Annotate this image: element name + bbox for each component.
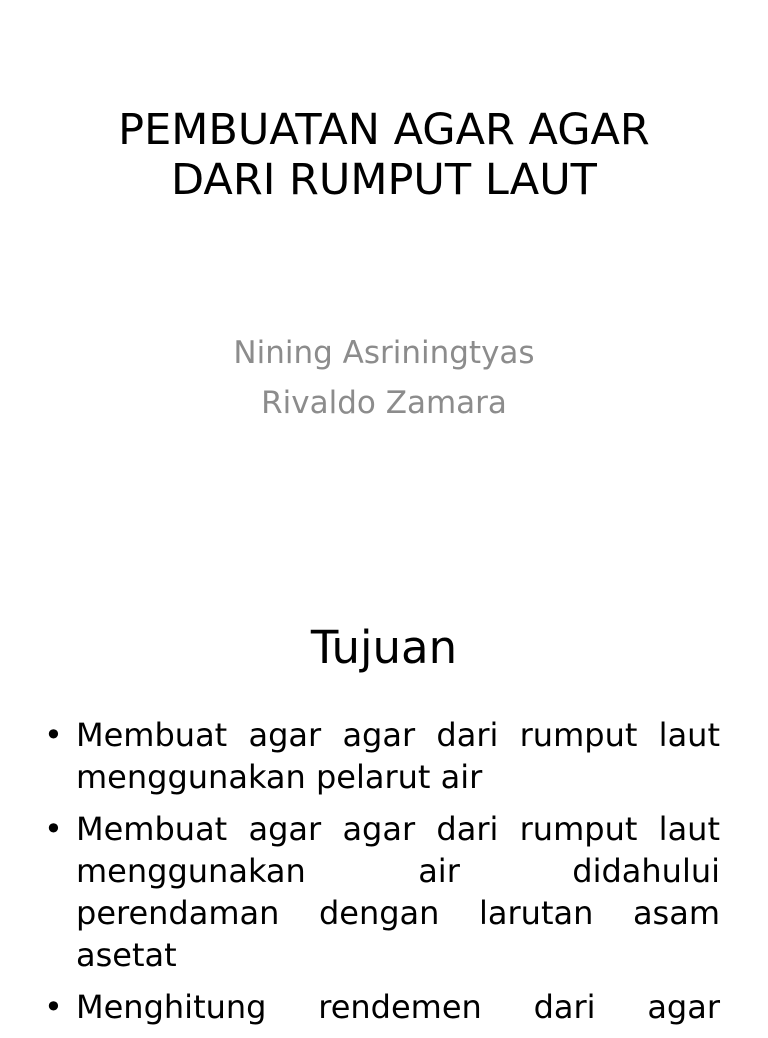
slide-title-line-1: PEMBUATAN AGAR AGAR (118, 104, 650, 155)
objective-item-1: • Membuat agar agar dari rumput laut menggunakan pelarut air (40, 714, 720, 798)
author-name-2: Rivaldo Zamara (261, 385, 507, 421)
objectives-list (40, 714, 720, 1038)
objectives-slide (0, 576, 768, 1024)
slide-title-line-2: DARI RUMPUT LAUT (171, 154, 597, 205)
authors-subtitle (40, 328, 728, 428)
objective-item-2: • Membuat agar agar dari rumput laut menggunakan air didahului perendaman dengan larutan asam asetat (40, 808, 720, 976)
objectives-heading: Tujuan (310, 621, 458, 674)
author-name-1: Nining Asriningtyas (233, 335, 535, 371)
slide-title (40, 105, 728, 205)
objective-item-3: • Menghitung rendemen dari agar (40, 986, 720, 1028)
